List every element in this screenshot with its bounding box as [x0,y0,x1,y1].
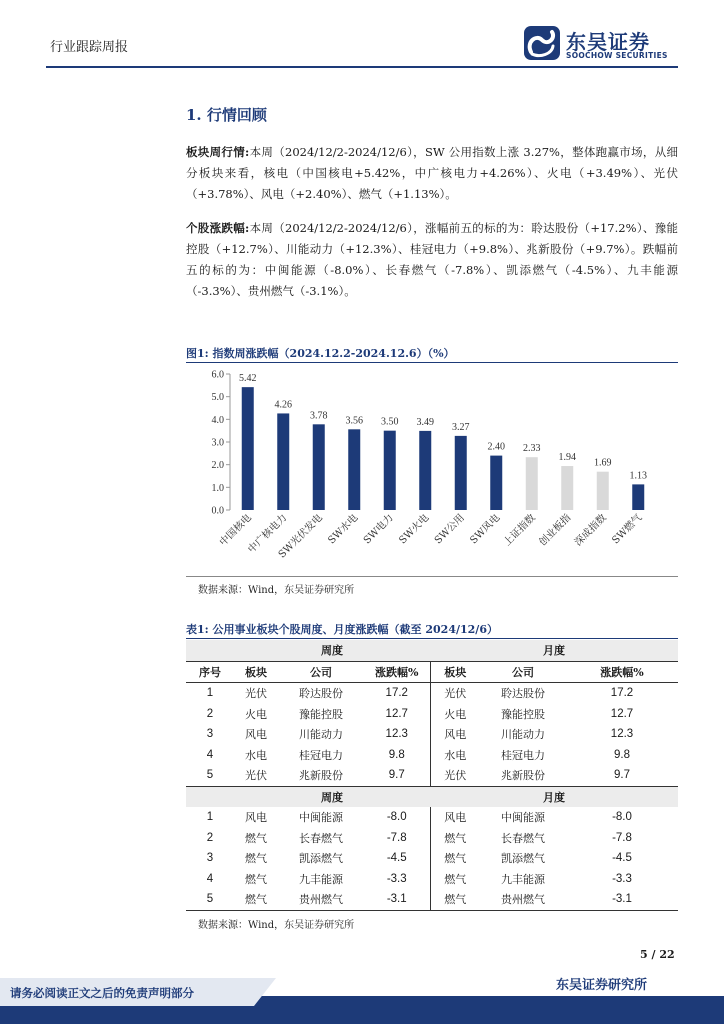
gainer-row [186,765,678,786]
week-sector-cell: 燃气 [245,852,267,866]
index-change-chart [186,364,678,576]
bar-创业板指 [561,466,573,510]
week-change-cell: 12.7 [385,707,408,720]
y-tick-label: 6.0 [211,369,224,381]
x-category-label: 创业板指 [537,512,574,549]
month-group-label: 月度 [543,644,565,658]
y-tick-label: 3.0 [211,437,224,449]
table-caption: 表1: 公用事业板块个股周度、月度涨跌幅（截至 2024/12/6） [186,623,498,636]
week-sector-cell: 燃气 [234,889,278,910]
col-rank: 序号 [186,661,234,683]
bar-SW电力 [384,431,396,510]
month-sector-cell: 燃气 [430,848,480,869]
x-category-label: SW电力 [361,512,396,547]
section-title: 1. 行情回顾 [186,106,267,124]
x-category-label: SW水电 [326,512,361,547]
table-group-header-losers [186,786,678,807]
gainer-row [186,704,678,725]
week-company-cell: 凯添燃气 [299,852,343,866]
gainer-row [186,745,678,766]
month-change-cell: -4.5 [612,852,632,865]
bar-value-label: 3.50 [381,416,399,428]
sector-weekly-text: 本周（2024/12/2-2024/12/6），SW 公用指数上涨 3.27%，整体跑赢市场，从细分板块来看，核电（中国核电+5.42%，中广核电力+4.26%）、火电（+3.49%）、光伏（+3.78%）、风电（+2.40%）、燃气（+1.13%）。 [186,145,679,201]
bar-SW火电 [419,431,431,510]
x-category-label: 上证指数 [501,512,538,549]
week-sector-cell: 燃气 [245,831,267,845]
week-sector-cell: 水电 [245,748,267,762]
week-change-cell: -3.1 [364,889,430,910]
month-company-cell: 中闽能源 [501,811,545,825]
rank-cell: 5 [186,765,234,786]
bar-value-label: 4.26 [274,399,292,411]
bar-value-label: 3.56 [345,415,363,427]
month-company-cell: 聆达股份 [501,687,545,701]
month-change-cell: -7.8 [612,831,632,844]
y-tick-label: 4.0 [211,414,224,426]
week-company-cell: 贵州燃气 [278,889,364,910]
figure-caption: 图1: 指数周涨跌幅（2024.12.2-2024.12.6）（%） [186,347,455,360]
bar-中广核电力 [277,413,289,510]
month-sector-cell: 燃气 [430,828,480,849]
x-category-label: SW燃气 [610,512,645,547]
month-company-cell: 兆新股份 [480,765,566,786]
week-sector-cell: 光伏 [245,687,267,701]
figure-source: 数据来源：Wind，东吴证券研究所 [198,585,355,596]
week-change-cell: 9.8 [388,748,405,761]
week-group-label: 周度 [321,644,343,658]
week-sector-cell: 燃气 [245,872,267,886]
col-week-sector: 板块 [234,661,278,683]
month-company-cell: 豫能控股 [501,707,545,721]
stock-change-paragraph [186,218,678,302]
loser-row [186,889,678,910]
group-spacer-cell [186,786,234,807]
bar-深成指数 [597,472,609,510]
month-sector-cell: 燃气 [430,869,480,890]
week-change-cell: -4.5 [386,852,407,865]
rank-cell: 4 [206,748,214,761]
month-sector-cell: 火电 [430,704,480,725]
month-sector-cell: 水电 [430,745,480,766]
loser-row [186,869,678,890]
stock-change-table [186,640,678,911]
table-group-header-gainers [186,640,678,661]
month-change-cell: -8.0 [612,811,632,824]
bar-value-label: 1.69 [594,457,612,469]
x-category-label: 中国核电 [217,512,254,549]
stock-change-text: 本周（2024/12/2-2024/12/6），涨幅前五的标的为：聆达股份（+17.2%）、豫能控股（+12.7%）、川能动力（+12.3%）、桂冠电力（+9.8%）、兆新股份（+9.7%）。跌幅前五的标的为：中闽能源（-8.0%）、长春燃气（-7.8%）、凯添燃气（-4.5%）、九丰能源（-3.3%）、贵州燃气（-3.1%）。 [186,221,679,298]
sector-weekly-label: 板块周行情: [186,145,250,159]
bar-中国核电 [242,387,254,510]
x-category-label: SW公用 [432,512,467,547]
brand-name-cn: 东吴证券 [566,30,650,54]
week-company-cell: 中闽能源 [299,811,343,825]
table-source: 数据来源：Wind，东吴证券研究所 [198,920,355,931]
y-tick-label: 1.0 [211,482,224,494]
week-group-label: 周度 [321,790,343,804]
col-week-company: 公司 [278,661,364,683]
week-sector-cell: 火电 [245,707,267,721]
bar-value-label: 3.78 [310,410,328,422]
y-tick-label: 0.0 [211,505,224,517]
bar-SW燃气 [632,484,644,510]
week-company-cell: 九丰能源 [299,872,343,886]
month-company-cell: 凯添燃气 [501,852,545,866]
month-change-cell: -3.3 [612,872,632,885]
bar-value-label: 3.49 [416,416,434,428]
rank-cell: 4 [206,872,214,885]
week-change-cell: -7.8 [386,831,407,844]
bar-value-label: 3.27 [452,421,470,433]
month-change-cell: 9.7 [566,765,678,786]
x-category-label: SW光伏发电 [276,512,325,561]
figure-caption-rule [186,362,678,363]
y-tick-label: 2.0 [211,460,224,472]
rank-cell: 2 [206,707,214,720]
table-caption-rule [186,638,678,639]
week-change-cell: -3.3 [386,872,407,885]
rank-cell: 2 [206,831,214,844]
bar-SW光伏发电 [313,424,325,510]
rank-cell: 3 [206,852,214,865]
month-change-cell: 9.8 [614,748,630,761]
month-sector-cell: 燃气 [430,889,480,910]
month-change-cell: 12.7 [610,707,634,720]
footer-disclaimer: 请务必阅读正文之后的免责声明部分 [10,986,194,1000]
bar-SW公用 [455,436,467,510]
bar-value-label: 5.42 [239,373,257,385]
figure-bottom-rule [186,576,678,577]
month-company-cell: 九丰能源 [501,872,545,886]
col-month-company: 公司 [480,661,566,683]
week-company-cell: 长春燃气 [299,831,343,845]
month-company-cell: 桂冠电力 [501,748,545,762]
month-sector-cell: 风电 [430,724,480,745]
week-company-cell: 川能动力 [299,728,343,742]
bar-上证指数 [526,457,538,510]
month-sector-cell: 光伏 [430,683,480,704]
col-month-sector: 板块 [430,661,480,683]
x-category-label: 中广核电力 [246,512,290,556]
loser-row [186,828,678,849]
stock-change-label: 个股涨跌幅: [186,221,250,235]
x-category-label: 深成指数 [572,512,609,549]
brand-mark-icon [522,24,562,62]
brand-name-en: SOOCHOW SECURITIES [566,51,668,60]
footer-institute: 东吴证券研究所 [556,978,648,993]
month-company-cell: 长春燃气 [501,831,545,845]
month-change-cell: 17.2 [610,687,634,700]
week-change-cell: 17.2 [385,687,408,700]
week-change-cell: 9.7 [364,765,430,786]
week-change-cell: -8.0 [386,811,407,824]
loser-row [186,807,678,828]
week-company-cell: 桂冠电力 [299,748,343,762]
x-category-label: SW火电 [397,512,432,547]
col-month-change: 涨跌幅% [566,661,678,683]
week-company-cell: 兆新股份 [278,765,364,786]
report-type-label: 行业跟踪周报 [50,40,129,55]
y-tick-label: 5.0 [211,392,224,404]
x-category-label: SW风电 [468,512,503,547]
loser-row [186,848,678,869]
week-sector-cell: 风电 [245,728,267,742]
month-sector-cell: 风电 [430,807,480,828]
month-sector-cell: 光伏 [430,765,480,786]
month-change-cell: -3.1 [566,889,678,910]
col-week-change: 涨跌幅% [364,661,430,683]
rank-cell: 1 [206,811,214,824]
bar-value-label: 2.40 [487,441,505,453]
bar-value-label: 1.13 [629,470,647,482]
table-column-header [186,661,678,683]
week-sector-cell: 光伏 [234,765,278,786]
week-company-cell: 豫能控股 [299,707,343,721]
month-company-cell: 贵州燃气 [480,889,566,910]
sector-weekly-paragraph [186,142,678,205]
brand-logo [522,24,682,64]
footer-disclaimer-slant [254,978,276,1006]
week-change-cell: 12.3 [385,728,408,741]
month-group-label: 月度 [543,790,565,804]
gainer-row [186,724,678,745]
gainer-row [186,683,678,704]
bar-SW水电 [348,429,360,510]
month-change-cell: 12.3 [610,728,634,741]
bar-value-label: 1.94 [558,452,576,464]
header-divider [46,66,678,68]
rank-cell: 3 [206,728,214,741]
week-company-cell: 聆达股份 [299,687,343,701]
page-number: 5 / 22 [640,948,675,961]
rank-cell: 1 [206,687,214,700]
bar-SW风电 [490,456,502,510]
week-sector-cell: 风电 [245,811,267,825]
month-company-cell: 川能动力 [501,728,545,742]
rank-cell: 5 [186,889,234,910]
bar-value-label: 2.33 [523,443,541,455]
